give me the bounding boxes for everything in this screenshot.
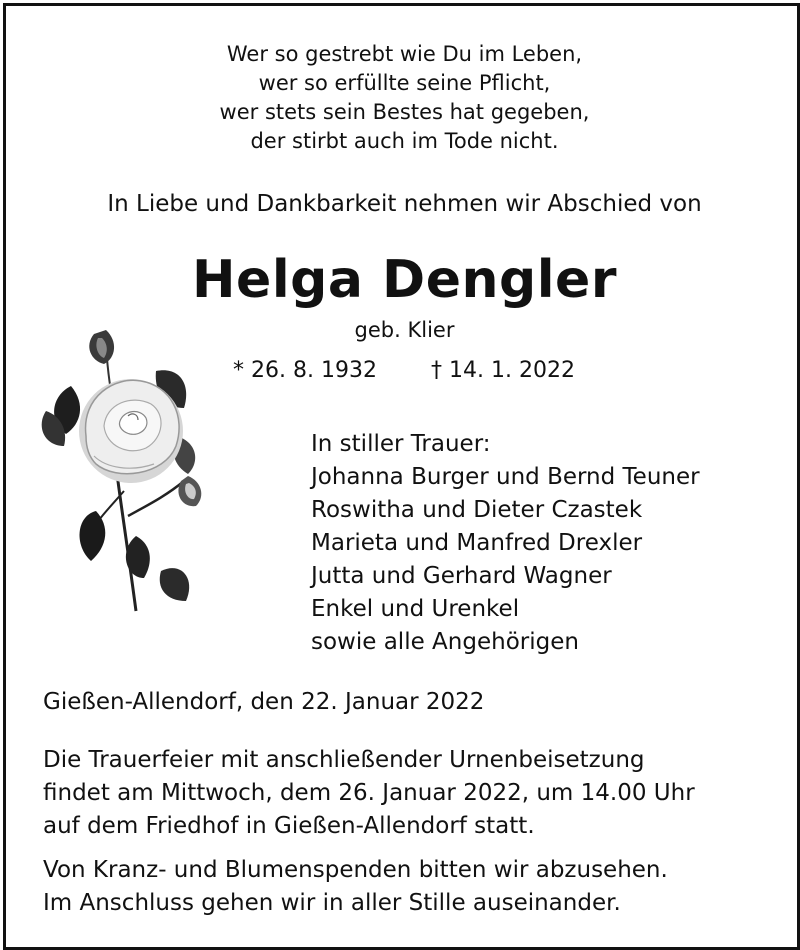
ceremony-line: auf dem Friedhof in Gießen-Allendorf statt. [43,813,535,839]
rose-icon [36,316,226,616]
mourner-name: Roswitha und Dieter Czastek [311,497,643,523]
ceremony-line: Die Trauerfeier mit anschließender Urnenbeisetzung [43,747,645,773]
closing-note [43,854,668,920]
mourner-name: sowie alle Angehörigen [311,629,579,655]
mourner-name: Jutta und Gerhard Wagner [311,563,612,589]
closing-line: Im Anschluss gehen wir in aller Stille auseinander. [43,890,621,916]
mourner-name: Enkel und Urenkel [311,596,520,622]
mourner-name: Marieta und Manfred Drexler [311,530,643,556]
death-date: † 14. 1. 2022 [431,358,575,383]
ceremony-info [43,744,695,843]
mourners-heading: In stiller Trauer: [311,431,491,457]
poem-line: Wer so gestrebt wie Du im Leben, [226,42,583,66]
poem-line: der stirbt auch im Tode nicht. [250,129,559,153]
poem [6,40,800,156]
obituary-frame [3,3,800,950]
poem-line: wer stets sein Bestes hat gegeben, [219,100,590,124]
poem-line: wer so erfüllte seine Pflicht, [258,71,551,95]
place-date: Gießen-Allendorf, den 22. Januar 2022 [43,689,485,715]
mourner-name: Johanna Burger und Bernd Teuner [311,464,700,490]
closing-line: Von Kranz- und Blumenspenden bitten wir abzusehen. [43,857,668,883]
ceremony-line: findet am Mittwoch, dem 26. Januar 2022, um 14.00 Uhr [43,780,695,806]
birth-date: * 26. 8. 1932 [233,358,377,383]
intro-text: In Liebe und Dankbarkeit nehmen wir Abschied von [107,191,702,217]
birth-name: geb. Klier [354,318,455,342]
deceased-name: Helga Dengler [192,250,617,310]
mourners-list [311,428,700,659]
